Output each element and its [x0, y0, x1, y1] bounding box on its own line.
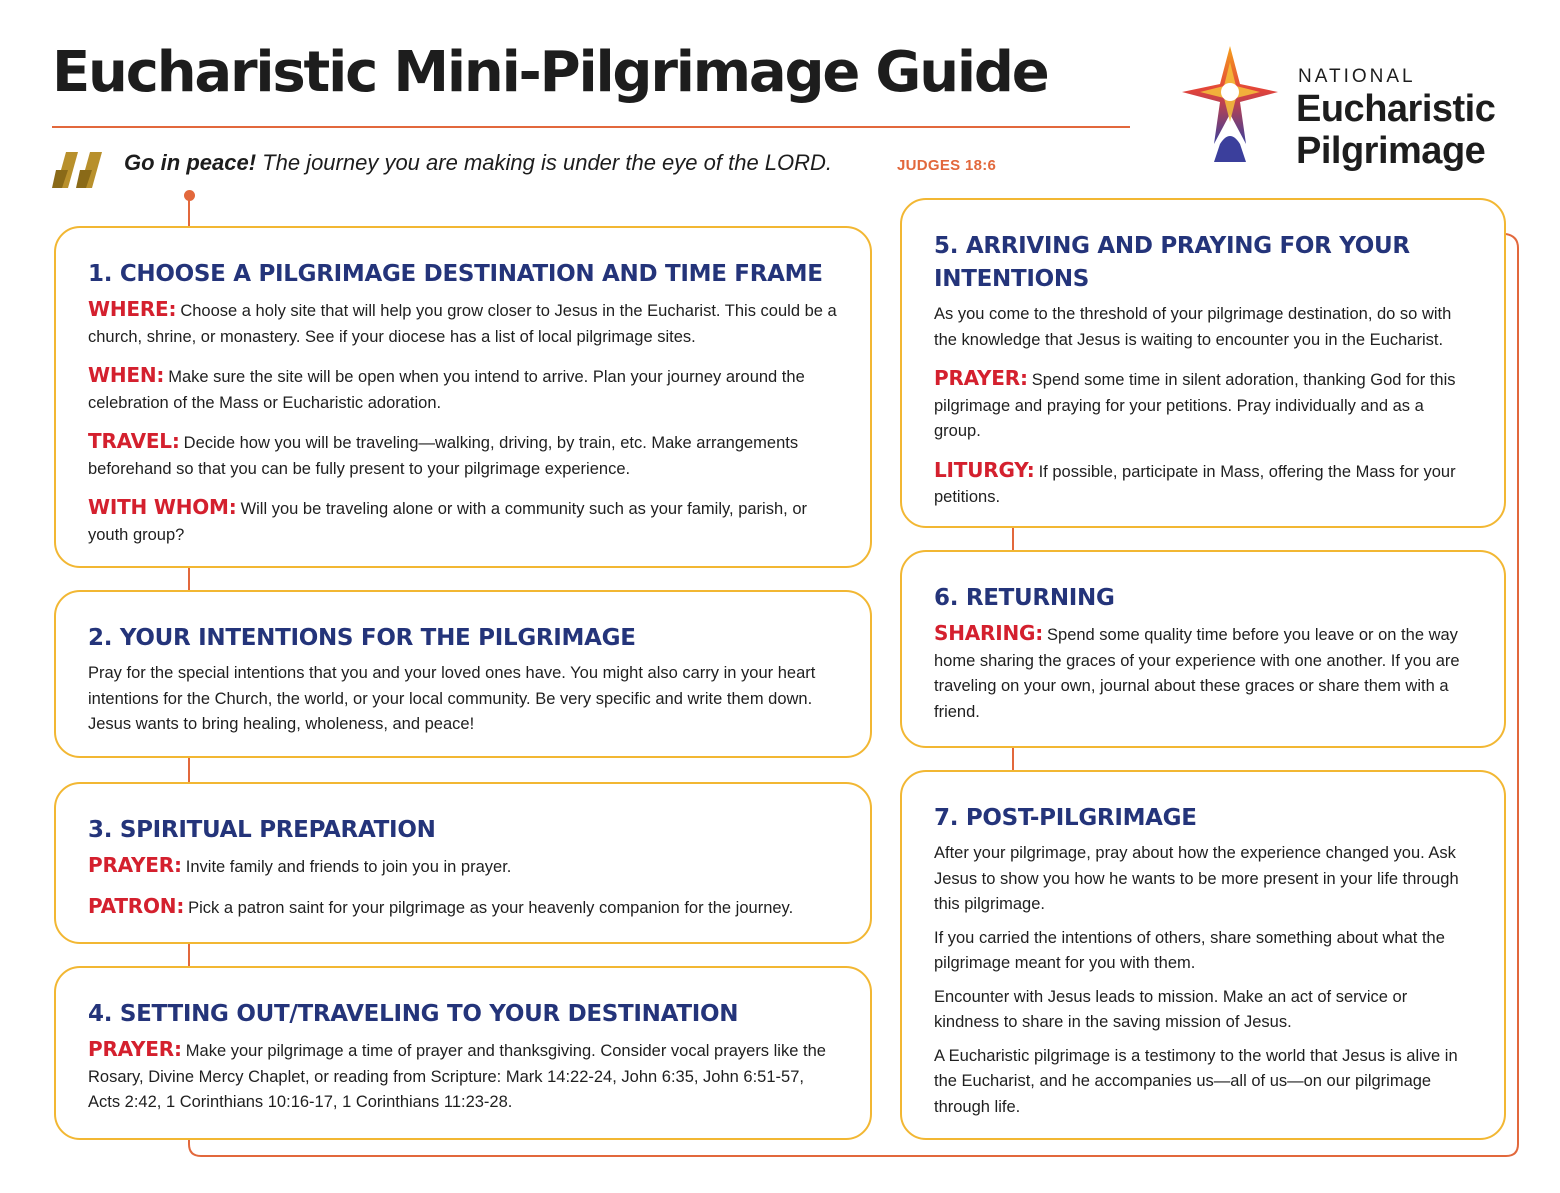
section-spiritual-preparation [54, 782, 872, 944]
section-setting-out [54, 966, 872, 1140]
sharing-label: SHARING: [934, 621, 1044, 645]
liturgy-label: LITURGY: [934, 457, 1035, 482]
when-paragraph [88, 363, 838, 416]
logo-line-national: NATIONAL [1298, 66, 1416, 87]
arriving-intro: As you come to the threshold of your pilgrimage destination, do so with the knowledge that Jesus is waiting to encounter you in the Eucharist. [934, 305, 1452, 349]
intentions-text: Pray for the special intentions that you and your loved ones have. You might also carry in your heart intentions for the Church, the world, or your local community. Be very specific and write them down. Jesus wants to bring healing, wholeness, and peace! [88, 664, 816, 733]
post-paragraph-2: If you carried the intentions of others, share something about what the pilgrimage meant for you with them. [934, 928, 1445, 972]
travel-label: TRAVEL: [88, 429, 180, 453]
section-choose-destination [54, 226, 872, 568]
post-paragraph-4: A Eucharistic pilgrimage is a testimony to the world that Jesus is alive in the Eucharist, and he accompanies us—all of us—on our pilgrimage through life. [934, 1046, 1458, 1116]
prayer-label: PRAYER: [934, 366, 1028, 390]
logo-line-eucharistic: Eucharistic [1296, 88, 1496, 130]
section-arriving [900, 198, 1506, 528]
section-heading: 1. CHOOSE A PILGRIMAGE DESTINATION AND TIME FRAME [88, 261, 823, 287]
section-heading: 7. POST-PILGRIMAGE [934, 805, 1197, 831]
where-paragraph [88, 297, 838, 350]
patron-label: PATRON: [88, 893, 185, 918]
with-whom-paragraph [88, 495, 838, 548]
quote-emphasis: Go in peace! [124, 150, 257, 175]
travel-text: Decide how you will be traveling—walking, driving, by train, etc. Make arrangements beforehand so that you can be fully present to your pilgrimage experience. [88, 434, 799, 478]
prayer-paragraph [934, 366, 1472, 445]
prayer-paragraph [88, 853, 838, 881]
with-whom-label: WITH WHOM: [88, 495, 237, 519]
where-label: WHERE: [88, 297, 177, 321]
when-label: WHEN: [88, 363, 165, 387]
prayer-text: Spend some time in silent adoration, thanking God for this pilgrimage and praying for your petitions. Pray individually and as a group. [934, 371, 1456, 440]
prayer-label: PRAYER: [88, 1037, 182, 1061]
section-heading: 3. SPIRITUAL PREPARATION [88, 817, 436, 843]
sharing-paragraph [934, 621, 1472, 725]
travel-paragraph [88, 429, 838, 482]
quote-body: The journey you are making is under the eye of the LORD. [256, 150, 833, 175]
section-heading: 6. RETURNING [934, 585, 1115, 611]
with-whom-text: Will you be traveling alone or with a community such as your family, parish, or youth group? [88, 500, 807, 544]
prayer-text: Make your pilgrimage a time of prayer and thanksgiving. Consider vocal prayers like the Rosary, Divine Mercy Chaplet, or reading from Scripture: Mark 14:22-24, John 6:35, John 6:51-57, Acts 2:42, 1 Corinthians 10:16-17, 1 Corinthians 11:23-28. [88, 1042, 826, 1111]
prayer-paragraph [88, 1037, 838, 1116]
post-paragraph-3: Encounter with Jesus leads to mission. Make an act of service or kindness to share in the saving mission of Jesus. [934, 987, 1408, 1031]
page-title: Eucharistic Mini-Pilgrimage Guide [52, 40, 1048, 105]
section-heading: 5. ARRIVING AND PRAYING FOR YOUR INTENTIONS [934, 233, 1410, 292]
section-post-pilgrimage [900, 770, 1506, 1140]
post-paragraph-1: After your pilgrimage, pray about how the experience changed you. Ask Jesus to show you how he wants to be more present in your life through this pilgrimage. [934, 844, 1459, 913]
patron-text: Pick a patron saint for your pilgrimage as your heavenly companion for the journey. [188, 898, 794, 917]
section-returning [900, 550, 1506, 748]
quote-reference: JUDGES 18:6 [897, 157, 997, 174]
liturgy-paragraph [934, 458, 1472, 511]
when-text: Make sure the site will be open when you intend to arrive. Plan your journey around the celebration of the Mass or Eucharistic adoration. [88, 368, 805, 412]
logo-line-pilgrimage: Pilgrimage [1296, 130, 1486, 172]
sharing-text: Spend some quality time before you leave or on the way home sharing the graces of your experience with one another. If you are traveling on your own, journal about these graces or share them with a friend. [934, 626, 1460, 721]
prayer-text: Invite family and friends to join you in prayer. [185, 858, 512, 876]
prayer-label: PRAYER: [88, 853, 182, 877]
where-text: Choose a holy site that will help you grow closer to Jesus in the Eucharist. This could be a church, shrine, or monastery. See if your diocese has a list of local pilgrimage sites. [88, 302, 837, 346]
patron-paragraph [88, 894, 838, 922]
section-heading: 4. SETTING OUT/TRAVELING TO YOUR DESTINATION [88, 1001, 739, 1027]
section-heading: 2. YOUR INTENTIONS FOR THE PILGRIMAGE [88, 625, 636, 651]
liturgy-text: If possible, participate in Mass, offering the Mass for your petitions. [934, 462, 1456, 506]
section-intentions [54, 590, 872, 758]
